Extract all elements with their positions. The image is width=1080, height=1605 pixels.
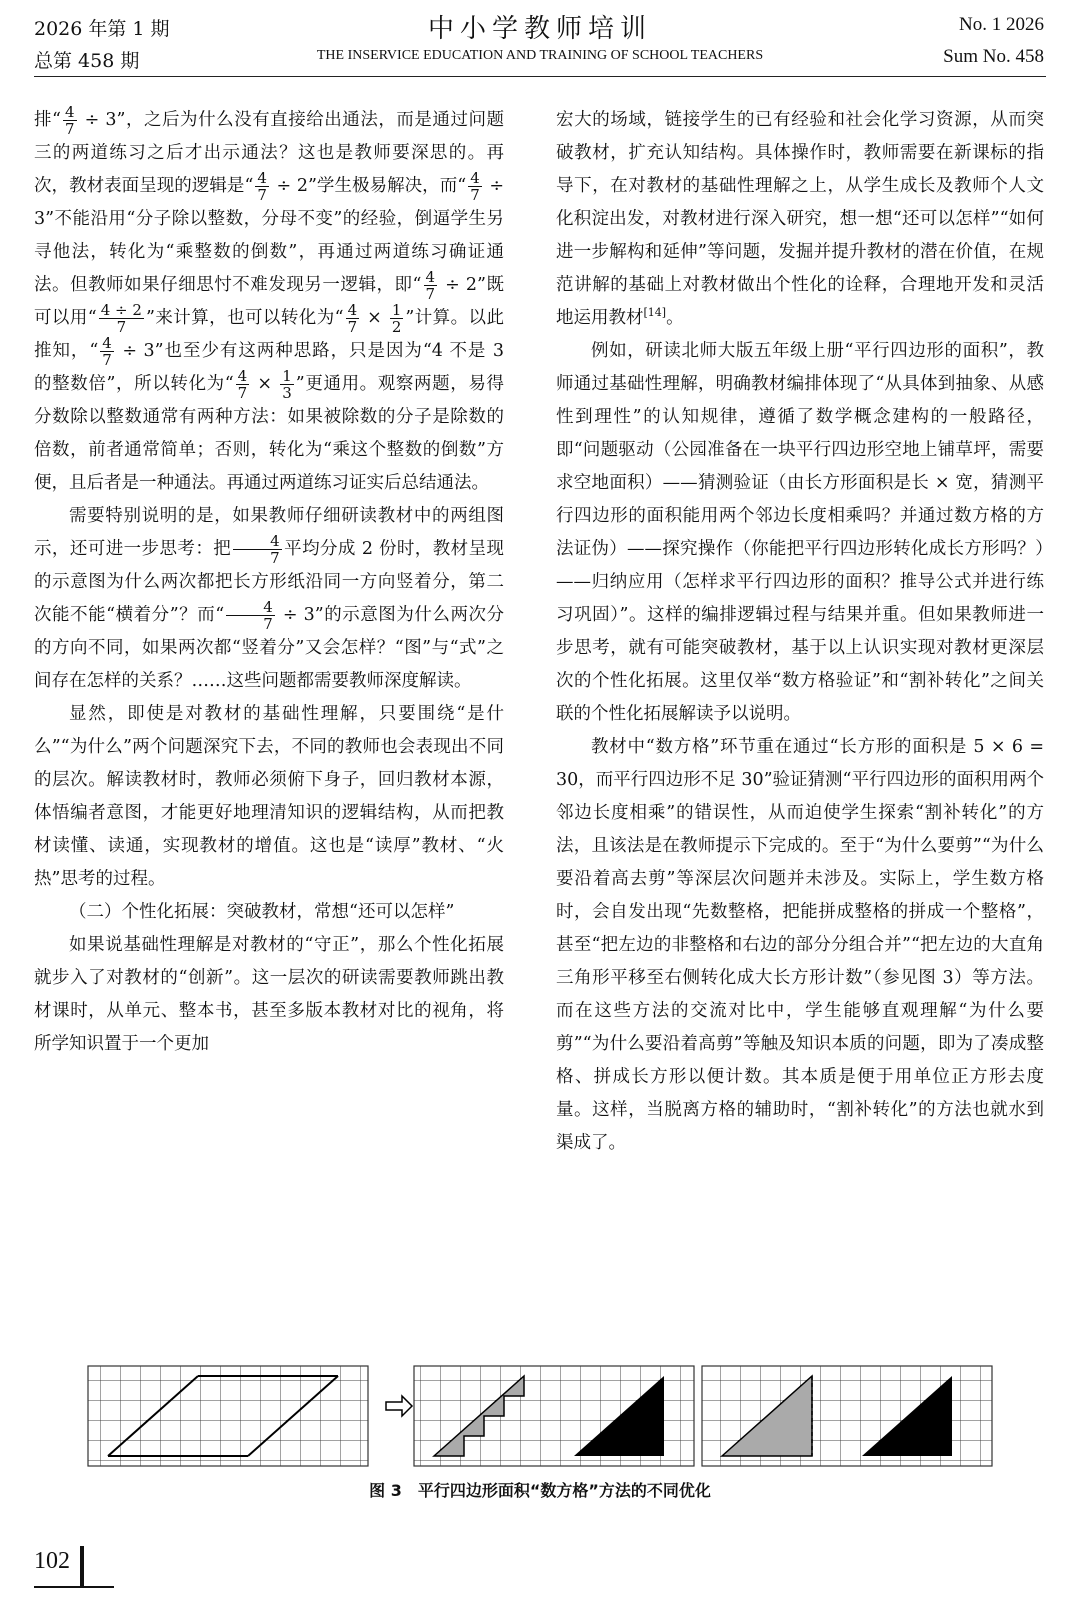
fraction: $\frac{1}{2}$ xyxy=(391,301,402,336)
journal-title-en: THE INSERVICE EDUCATION AND TRAINING OF SCHOOL TEACHERS xyxy=(316,48,764,63)
grid-unit-merging xyxy=(414,1366,694,1466)
page-number: 102 xyxy=(34,1548,70,1574)
paragraph: 宏大的场域，链接学生的已有经验和社会化学习资源，从而突破教材，扩充认知结构。具体操作时，教师需要在新课标的指导下，在对教材的基础性理解之上，从学生成长及教师个人文化积淀出发，对教材进行深入研究，想一想“还可以怎样”“如何进一步解构和延伸”等问题，发掘并提升教材的潜在价值，在规范讲解的基础上对教材做出个性化的诠释，合理地开发和灵活地运用教材[14]。 xyxy=(556,110,1044,328)
fraction: $\frac{4}{7}$ xyxy=(257,169,267,204)
issue-number: No. 1 2026 xyxy=(959,14,1044,35)
page-header xyxy=(0,0,1080,78)
citation: [14] xyxy=(643,306,667,320)
journal-title-cn: 中小学教师培训 xyxy=(427,14,652,44)
fraction: $\frac{1}{3}$ xyxy=(282,367,292,402)
grid-original xyxy=(88,1366,368,1466)
issue-sum-en: Sum No. 458 xyxy=(943,46,1044,67)
left-column xyxy=(34,104,504,1061)
paragraph: 排“ $\frac{4}{7}$ ÷ 3”，之后为什么没有直接给出通法，而是通过问题三的两道练习之后才出示通法？这也是教师要深思的。再次，教材表面呈现的逻辑是“ $\frac{4}{7}$ ÷ 2”学生极易解决，而“ $\frac{4}{7}$ ÷ 3”不能沿用“分子除以整数，分母不变”的经验，倒逼学生另寻他法，转化为“乘整数的倒数”，再通过两道练习确证通法。但教师如果仔细思忖不难发现另一逻辑，即“ $\frac{4}{7}$ ÷ 2”既可以用“ $\frac{4 \div 2}{7}$ ”来计算，也可以转化为“ $\frac{4}{7}$ × $\frac{1}{2}$ ”计算。以此推知，“ $\frac{4}{7}$ ÷ 3”也至少有这两种思路，只是因为“4 不是 3 的整数倍”，所以转化为“ $\frac{4}{7}$ × $\frac{1}{3}$ ”更通用。观察两题，易得分数除以整数通常有两种方法：如果被除数的分子是除数的倍数，前者通常简单；否则，转化为“乘这个整数的倒数”方便，且后者是一种通法。再通过两道练习证实后总结通法。 xyxy=(34,103,504,493)
right-column xyxy=(556,104,1044,1160)
fraction: $\frac{4}{7}$ xyxy=(102,334,112,369)
figure-caption: 图 3 平行四边形面积“数方格”方法的不同优化 xyxy=(369,1481,711,1500)
header-rule xyxy=(34,76,1046,77)
section-heading: （二）个性化拓展：突破教材，常想“还可以怎样” xyxy=(69,902,455,922)
issue-sum: 总第 458 期 xyxy=(34,50,140,72)
fraction: $\frac{4 \div 2}{7}$ xyxy=(100,301,142,336)
paragraph: 显然，即使是对教材的基础性理解，只要围绕“是什么”“为什么”两个问题深究下去，不同的教师也会表现出不同的层次。解读教材时，教师必须俯下身子，回归教材本源，体悟编者意图，才能更好地理清知识的逻辑结构，从而把教材读懂、读通，实现教材的增值。这也是“读厚”教材、“火热”思考的过程。 xyxy=(34,704,504,889)
fraction: $\frac{4}{7}$ xyxy=(233,533,282,566)
grid-triangle-shift xyxy=(702,1366,992,1466)
page-number-rule xyxy=(34,1586,114,1588)
paragraph: 例如，研读北师大版五年级上册“平行四边形的面积”，教师通过基础性理解，明确教材编排体现了“从具体到抽象、从感性到理性”的认知规律，遵循了数学概念建构的一般路径，即“问题驱动（公园准备在一块平行四边形空地上铺草坪，需要求空地面积）——猜测验证（由长方形面积是长 × 宽，猜测平行四边形的面积能用两个邻边长度相乘吗？并通过数方格的方法证伪）——探究操作（你能把平行四边形转化成长方形吗？）——归纳应用（怎样求平行四边形的面积？推导公式并进行练习巩固）”。这样的编排逻辑过程与结果并重。但如果教师进一步思考，就有可能突破教材，基于以上认识实现对教材更深层次的个性化拓展。这里仅举“数方格验证”和“割补转化”之间关联的个性化拓展解读予以说明。 xyxy=(556,341,1044,724)
fraction: $\frac{4}{7}$ xyxy=(237,367,248,402)
fraction: $\frac{4}{7}$ xyxy=(226,599,275,632)
fraction: $\frac{4}{7}$ xyxy=(347,301,358,336)
paragraph: 教材中“数方格”环节重在通过“长方形的面积是 5 × 6 = 30，而平行四边形不足 30”验证猜测“平行四边形的面积用两个邻边长度相乘”的错误性，从而迫使学生探索“割补转化”的方法，且该法是在教师提示下完成的。至于“为什么要剪”“为什么要沿着高去剪”等深层次问题并未涉及。实际上，学生数方格时，会自发出现“先数整格，把能拼成整格的拼成一个整格”，甚至“把左边的非整格和右边的部分分组合并”“把左边的大直角三角形平移至右侧转化成大长方形计数”（参见图 3）等方法。而在这些方法的交流对比中，学生能够直观理解“为什么要剪”“为什么要沿着高剪”等触及知识本质的问题，即为了凑成整格、拼成长方形以便计数。其本质是便于用单位正方形去度量。这样，当脱离方格的辅助时，“割补转化”的方法也就水到渠成了。 xyxy=(556,737,1044,1153)
page-number-bar xyxy=(80,1546,84,1586)
paragraph: 如果说基础性理解是对教材的“守正”，那么个性化拓展就步入了对教材的“创新”。这一层次的研读需要教师跳出教材课时，从单元、整本书，甚至多版本教材对比的视角，将所学知识置于一个更加 xyxy=(34,935,504,1054)
issue-year: 2026 年第 1 期 xyxy=(34,18,170,40)
fraction: $\frac{4}{7}$ xyxy=(64,103,75,138)
right-arrow-icon xyxy=(384,1394,414,1418)
fraction: $\frac{4}{7}$ xyxy=(425,268,436,303)
paragraph: 需要特别说明的是，如果教师仔细研读教材中的两组图示，还可进一步思考：把 $\frac{4}{7}$ 平均分成 2 份时，教材呈现的示意图为什么两次都把长方形纸沿同一方向竖着分，第二次能不能“横着分”？而“ $\frac{4}{7}$ ÷ 3”的示意图为什么两次分的方向不同，如果两次都“竖着分”又会怎样？“图”与“式”之间存在怎样的关系？……这些问题都需要教师深度解读。 xyxy=(34,506,505,691)
fraction: $\frac{4}{7}$ xyxy=(470,169,480,204)
figure-3 xyxy=(80,1360,1000,1470)
